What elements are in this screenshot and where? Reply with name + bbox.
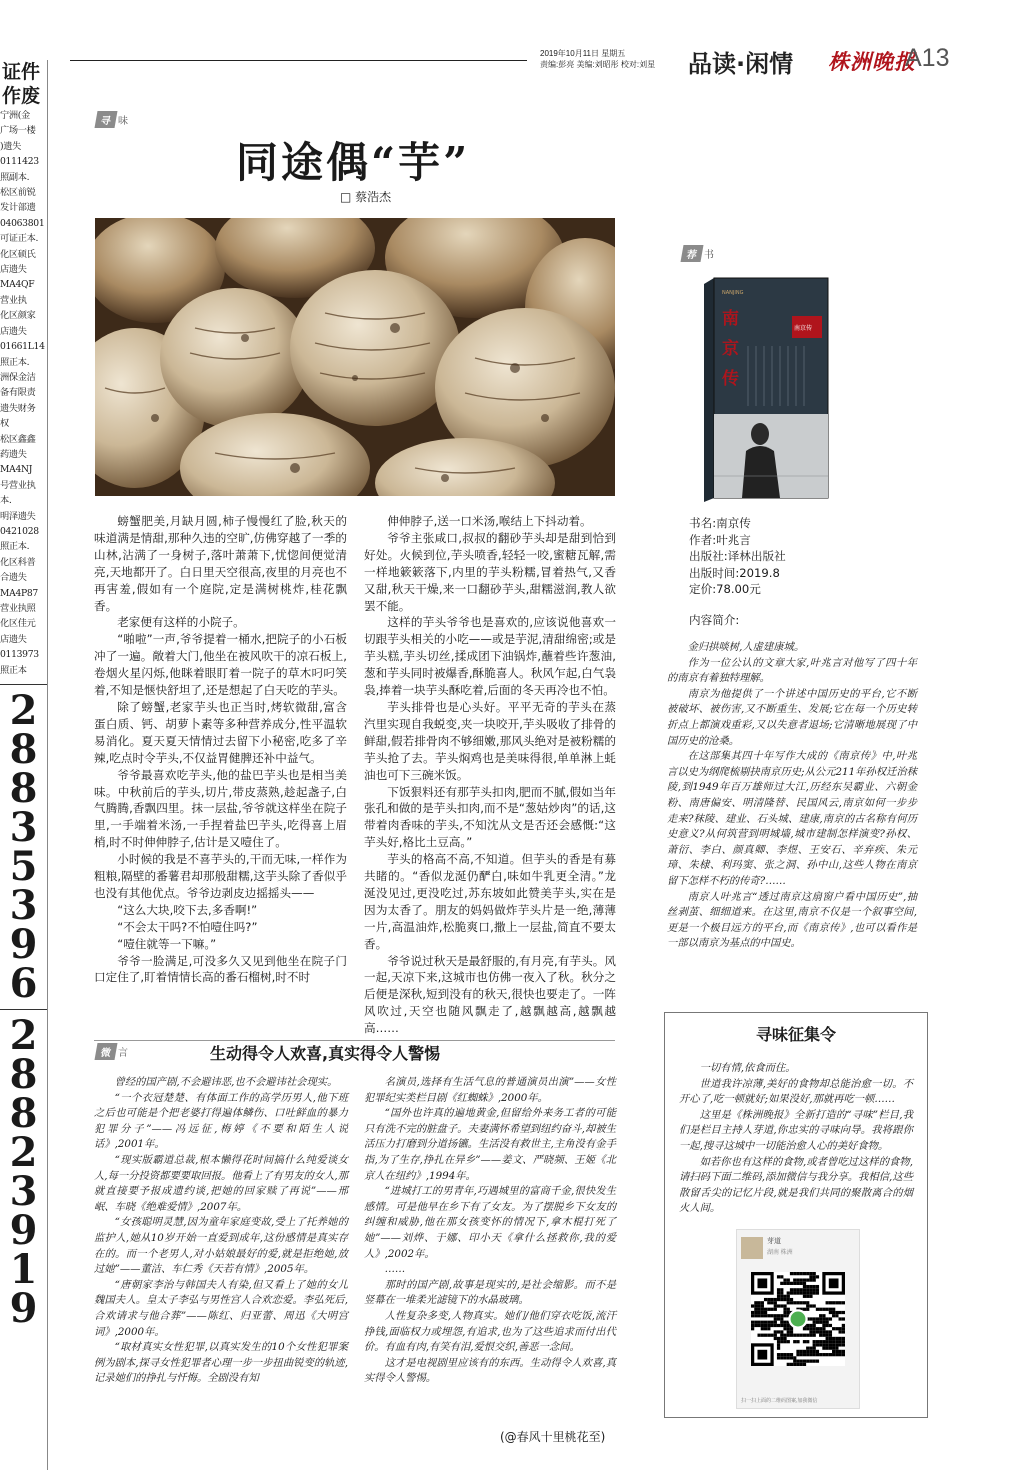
- article-column-2: [364, 513, 616, 1037]
- classified-line: 照正本.: [0, 541, 30, 553]
- classified-line: 备有限责: [0, 387, 36, 399]
- book-info: [689, 515, 959, 628]
- classified-heading: [2, 60, 47, 108]
- phone-digit: 2: [9, 1129, 38, 1177]
- phone-digit: 2: [9, 687, 38, 735]
- callbox-paragraph: 这里是《株洲晚报》全新打造的“寻味”栏目,我们是栏目主持人芽道,你忠实的寻味向导。我将跟你一起,搜寻这城中一切能治愈人心的美好食物。: [679, 1108, 913, 1152]
- classified-line: 本.: [0, 495, 12, 507]
- phone-digit: 9: [9, 921, 38, 969]
- classified-line: 松区鑫鑫: [0, 433, 36, 445]
- book-info-line: 作者:叶兆言: [689, 532, 751, 547]
- svg-text:传: 传: [722, 369, 739, 389]
- tag-badge: 寻: [95, 111, 118, 128]
- classified-line: 遗失财务: [0, 402, 36, 414]
- book-info-line: 出版社:译林出版社: [689, 549, 786, 563]
- classified-line: MA4P87: [0, 587, 38, 599]
- phone-digit: 8: [9, 765, 38, 813]
- classified-line: 合遗失: [0, 572, 27, 584]
- classified-line: 广场一楼: [0, 125, 36, 137]
- qr-code-icon[interactable]: [751, 1272, 845, 1366]
- review-column-1: [94, 1075, 348, 1387]
- qr-account-name: 芽道: [767, 1238, 781, 1245]
- svg-text:京: 京: [722, 339, 739, 359]
- tag-text: 味: [118, 116, 128, 127]
- book-intro-label: 内容简介:: [689, 612, 740, 627]
- book-cover: [700, 276, 830, 502]
- column-tag-weiyan: [96, 1043, 128, 1060]
- newspaper-logo: 株洲晚报: [828, 49, 916, 74]
- article-column-1: [94, 513, 347, 986]
- review-paragraph: 人性复杂多变,人物真实。她们/他们穿衣吃饭,流汗挣钱,面临权力或埋怨,有追求,也为了这些追求而付出代价。有血有肉,有笑有泪,爱恨交织,善恶一念间。: [364, 1309, 616, 1354]
- review-paragraph: “进城打工的男青年,巧遇城里的富商千金,很快发生感情。可是他早在乡下有了女友。为了摆脱乡下女友的纠缠和威胁,他在那女孩变怀的情况下,拿木棍打死了她”——刘烨、于娜、印小天《拿什么拯救你,我的爱人》,2002年。: [364, 1185, 616, 1260]
- book-desc-paragraph: 在这部集其四十年写作大成的《南京传》中,叶兆言以史为纲爬梳剔抉南京历史;从公元211年孙权迁治秣陵,到1949年百万雄师过大江,历经东吴霸业、六朝金粉、南唐偏安、明清隆替、民国风云,南京如何一步步走来?秣陵、建业、石头城、建康,南京的古名称有何历史意义?从何筑营到明城墙,城市建制怎样演变?孙权、萧衍、李白、颜真卿、李煜、王安石、辛弃疾、朱元璋、朱棣、利玛窦、张之洞、孙中山,这些人物在南京留下怎样不朽的传奇?……: [667, 750, 917, 887]
- issue-date: 2019年10月11日 星期五: [540, 49, 626, 58]
- article-paragraph: 伸伸脖子,送一口米汤,喉结上下抖动着。: [387, 514, 592, 528]
- classified-line: 洲保金洁: [0, 371, 36, 383]
- call-for-submissions-box: [664, 1012, 928, 1418]
- review-paragraph: 那时的国产剧,故事是现实的,是社会缩影。而不是竖幕在一堆柔光滤镜下的水晶玻璃。: [364, 1278, 616, 1307]
- review-paragraph: 名演员,选择有生活气息的普通演员出演”——女性犯罪纪实类栏目剧《红蜘蛛》,2000年。: [364, 1076, 616, 1104]
- classified-line: 0111423: [0, 156, 39, 168]
- classified-line: 权: [0, 418, 9, 430]
- header-meta: [540, 48, 685, 70]
- tag-badge: 微: [95, 1043, 118, 1060]
- review-paragraph: 这才是电视剧里应该有的东西。生动得令人欢喜,真实得令人警惕。: [364, 1356, 616, 1385]
- book-info-lines: [689, 515, 959, 598]
- phone-digit: 9: [9, 1207, 38, 1255]
- review-title: 生动得令人欢喜,真实得令人警惕: [210, 1044, 441, 1063]
- article-byline: □ 蔡浩杰: [340, 190, 392, 204]
- classified-line: 明泽遗失: [0, 510, 36, 522]
- book-desc-paragraph: 南京为他提供了一个讲述中国历史的平台,它不断被破坏、被伤害,又不断重生、发展;它在每一个历史转折点上都演戏重彩,又以失意者退场;它清晰地展现了中国历史的沧桑。: [667, 687, 917, 747]
- phone-number-2: [0, 1012, 47, 1333]
- classified-line: 店遗失: [0, 325, 27, 337]
- review-paragraph: “取材真实女性犯罪,以真实发生的10个女性犯罪案例为剧本,探寻女性犯罪者心理一步一步扭曲锐变的轨迹,记录她们的挣扎与忏悔。全剧没有知: [94, 1341, 348, 1385]
- divider: [0, 1009, 47, 1010]
- callbox-paragraph: 世道我许凉薄,美好的食物却总能治愈一切。不开心了,吃一顿就好;如果没好,那就再吃一顿……: [679, 1077, 913, 1106]
- article-paragraph: 除了螃蟹,老家芋头也正当时,烤软微甜,富含蛋白质、钙、胡萝卜素等多种营养成分,性平温软易消化。夏天夏天情情过去留下小秘密,吃多了辛辣,吃点时令芋头,不仅益胃健脾还补中益气。: [94, 699, 347, 765]
- phone-digit: 8: [9, 1051, 38, 1099]
- review-paragraph: ……: [384, 1263, 406, 1276]
- book-desc-paragraph: 南京人叶兆言“透过南京这扇窗户看中国历史”,抽丝剥茧、细细道来。在这里,南京不仅是一个叙事空间,更是一个极目远方的平台,而《南京传》,也可以看作是一部以南京为基点的中国史。: [667, 890, 917, 950]
- classified-line: 宁洲(金: [0, 110, 30, 121]
- classified-lines: [0, 108, 47, 678]
- classified-line: 店遗失: [0, 633, 27, 645]
- phone-digit: 8: [9, 726, 38, 774]
- classified-line: 照正本.: [0, 356, 30, 368]
- classified-line: 化区颜家: [0, 310, 36, 322]
- classified-line: 号营业执: [0, 479, 36, 491]
- article-paragraph: 螃蟹肥美,月缺月圆,柿子慢慢红了脸,秋天的味道满是情甜,那种久违的空旷,仿佛穿越了一季的山林,沾满了一身树子,落叶萧萧下,忧惚间便觉清亮,天地都开了。白日里天空很高,夜里的月亮也不再害羞,假如有一个庭院,定是满树桃炸,桂花飘香。: [94, 514, 347, 613]
- callbox-body: [679, 1061, 913, 1217]
- qr-account-region: 湖南 株洲: [767, 1250, 793, 1256]
- book-info-line: 定价:78.00元: [689, 582, 761, 596]
- article-paragraph: 爷爷最喜欢吃芋头,他的盐巴芋头也是相当美味。中秋前后的芋头,切片,带皮蒸熟,趁起盏子,白气腾腾,香飘四里。抹一层盐,爷爷就这样坐在院子里,一手端着米汤,一手捏着盐巴芋头,吃得喜上眉梢,时不时伸伸脖子,估计是又噎住了。: [94, 767, 347, 850]
- classified-heading-line: 作废: [2, 85, 41, 107]
- editors-line: 责编:彭亮 美编:刘昭彤 校对:刘星: [540, 60, 656, 69]
- classified-line: 0113973: [0, 649, 39, 661]
- classified-line: 药遗失: [0, 448, 27, 460]
- callbox-title: 寻味征集令: [755, 1025, 836, 1044]
- tag-text: 言: [118, 1048, 128, 1059]
- classified-ads-strip: [0, 60, 48, 1470]
- callbox-paragraph: 一切有情,依食而住。: [699, 1062, 796, 1074]
- article-paragraph: 芋头的格高不高,不知道。但芋头的香是有募共睹的。“香似龙涎仍酽白,味如牛乳更全清。”龙涎没见过,更没吃过,苏东坡如此赞美芋头,实在是因为太香了。朋友的妈妈做炸芋头片是一绝,薄薄一片,高温油炸,松脆爽口,撒上一层盐,简直不要太香。: [364, 852, 616, 951]
- qr-caption: 扫一扫上面的二维码图案,加我微信: [741, 1398, 818, 1404]
- review-paragraph: “一个衣冠楚楚、有体面工作的高学历男人,他下班之后也可能是个把老婆打得遍体鳞伤、口吐鲜血的暴力犯罪分子”——冯远征,梅婷《不要和陌生人说话》,2001年。: [94, 1091, 348, 1151]
- article-paragraph: 老家便有这样的小院子。: [117, 615, 245, 630]
- classified-line: 04063801: [0, 217, 45, 229]
- article-paragraph: “啪啦”一声,爷爷提着一桶水,把院子的小石板冲了一遍。敞着大门,他坐在被风吹干的凉石板上,卷烟火星闪烁,他眯着眼盯着一院子的草木叼叼笑着,不知是惬快舒坦了,还是想起了白天吃的芋头。: [94, 632, 347, 698]
- article-paragraph: 这样的芋头爷爷也是喜欢的,应该说他喜欢一切跟芋头相关的小吃——或是芋泥,清甜绵密;或是芋头糕,芋头切丝,揉成团下油锅炸,蘸着些许葱油,葱和芋头同时被爆香,酥脆喜人。秋风乍起,白气袅袅,捧着一块芋头酥吃着,后面的冬天再冷也不怕。: [364, 615, 616, 698]
- book-info-line: 出版时间:2019.8: [689, 565, 780, 580]
- phone-digit: 8: [9, 1090, 38, 1138]
- cover-title-zh: 南京传: [794, 325, 813, 332]
- review-column-2: [364, 1075, 616, 1387]
- classified-line: 照副本.: [0, 171, 30, 183]
- column-tag-jianshu: [682, 245, 714, 262]
- article-paragraph: 爷爷主张咸口,叔叔的翻砂芋头却是甜到恰到好处。火候到位,芋头喷香,轻轻一咬,蜜糖瓦解,需一样地簌簌落下,内里的芋头粉糯,冒着热气,又香又甜,秋天干燥,来一口翻砂芋头,甜糯滋润,教人欲罢不能。: [364, 530, 616, 613]
- classified-line: 营业执: [0, 294, 27, 306]
- classified-line: 松区前锐: [0, 187, 36, 199]
- classified-line: MA4QF: [0, 279, 35, 291]
- phone-digit: 2: [9, 1012, 38, 1060]
- classified-line: 化区科普: [0, 556, 36, 568]
- classified-line: 化区佳元: [0, 618, 36, 630]
- classified-line: 店遗失: [0, 264, 27, 276]
- header-rule: [70, 60, 527, 61]
- classified-line: 01661L14: [0, 341, 45, 353]
- phone-digit: 3: [9, 882, 38, 930]
- review-paragraph: 曾经的国产剧,不会避讳恶,也不会避讳社会现实。: [114, 1076, 338, 1088]
- classified-line: 0421028: [0, 525, 39, 537]
- book-desc-paragraph: 金归拱啖树,人虚建康城。: [687, 641, 805, 653]
- review-paragraph: “唐朝家李治与韩国夫人有染,但又看上了她的女儿魏国夫人。皇太子李弘与男性宫人合欢恋爱。李弘死后,合欢请求与他合葬”——陈红、归亚蕾、周迅《大明宫词》,2000年。: [94, 1278, 348, 1338]
- review-paragraph: “现实版霸道总裁,根本懒得花时间搞什么纯爱谈女人,每一分投资都要要取回报。他看上了有男友的女人,那就直接要予报成遗约谈,把她的回家赎了再说”——邢岷、车晓《绝难爱情》,2007年。: [94, 1153, 348, 1213]
- article-paragraph: 小时候的我是不喜芋头的,干而无味,一样作为粗粮,隔壁的番薯君却那般甜糯,这芋头除了香似乎也没有其他优点。爷爷边剥皮边摇摇头——: [94, 852, 347, 900]
- classified-line: )遗失: [0, 140, 22, 152]
- phone-digit: 6: [9, 960, 38, 1008]
- book-description: [667, 640, 917, 952]
- article-paragraph: 爷爷说过秋天是最舒服的,有月亮,有芋头。风一起,天凉下来,这城市也仿佛一夜入了秋。秋分之后便是深秋,短到没有的秋天,很快也要走了。一阵风吹过,天空也随风飘走了,越飘越高,越飘越高……: [364, 953, 616, 1036]
- book-info-line: 书名:南京传: [689, 516, 751, 530]
- classified-line: MA4NJ: [0, 464, 33, 476]
- column-tag-xunwei: [96, 111, 128, 128]
- section-name: 品读·闲情: [688, 50, 794, 78]
- tag-badge: 荐: [681, 245, 704, 262]
- svg-text:南: 南: [722, 309, 739, 329]
- classified-line: 营业执照: [0, 603, 36, 614]
- article-paragraph: 爷爷一脸满足,可没多久又见到他坐在院子门口定住了,盯着情情长高的番石榴树,时不时: [94, 953, 347, 985]
- callbox-paragraph: 如若你也有这样的食物,或者曾吃过这样的食物,请扫码下面二维码,添加微信与我分享。我相信,这些散留舌尖的记忆片段,就是我们共同的聚散离合的烟火人间。: [679, 1155, 913, 1215]
- phone-digit: 1: [9, 1246, 38, 1294]
- taro-photo: [95, 218, 615, 496]
- phone-number-1: [0, 687, 47, 1008]
- classified-line: 可证正本.: [0, 233, 39, 245]
- phone-digit: 3: [9, 1168, 38, 1216]
- phone-digit: 3: [9, 804, 38, 852]
- classified-line: 照正本: [0, 664, 27, 676]
- divider: [0, 684, 47, 685]
- article-paragraph: “噎住就等一下嘛。”: [117, 936, 217, 951]
- article-paragraph: 下饭狠料还有那芋头扣肉,肥而不腻,假如当年张孔和做的是芋头扣肉,而不是“葱姑炒肉”的话,这带着肉香味的芋头,不知沈从文是否还会感慨:“这芋头好,格比土豆高。”: [364, 784, 616, 850]
- page-number: A13: [905, 44, 950, 72]
- tag-text: 书: [704, 250, 714, 261]
- review-paragraph: “女孩聪明灵慧,因为童年家庭变故,受上了托养她的监护人,她从10岁开始一直爱到成年,这份感情是真实存在的。而一个老男人,对小姑娘最好的爱,就是拒绝她,放过她”——董洁、车仁秀《天若有情》,2005年。: [94, 1216, 348, 1276]
- classified-line: 发计部遗: [0, 202, 36, 214]
- avatar: [741, 1237, 763, 1259]
- classified-heading-line: 证件: [2, 61, 41, 83]
- review-author: (@春风十里桃花至): [500, 1430, 606, 1444]
- review-paragraph: “国外也许真的遍地黄金,但留给外来务工者的可能只有洗不完的脏盘子。夫妻满怀希望到纽约奋斗,却被生活压力打磨到分道扬镳。生活没有救世主,主角没有金手指,为了生存,挣扎在异乡”——姜文、严晓频、王姬《北京人在纽约》,1994年。: [364, 1107, 616, 1182]
- article-paragraph: 芋头排骨也是心头好。平平无奇的芋头在蒸汽里实现自我蜕变,夹一块咬开,芋头吸收了排骨的鲜甜,假若排骨肉不够细嫩,那风头绝对是被粉糯的芋头抢了去。芋头焖鸡也是美味得很,单单淋上蚝油也可下三碗米饭。: [364, 699, 616, 782]
- article-paragraph: “不会太干吗?不怕噎住吗?”: [117, 919, 258, 934]
- classified-line: 化区硕氏: [0, 248, 36, 260]
- phone-digit: 5: [9, 843, 38, 891]
- phone-digit: 9: [9, 1285, 38, 1333]
- article-paragraph: “这么大块,咬下去,多香啊!”: [117, 902, 258, 917]
- book-desc-paragraph: 作为一位公认的文章大家,叶兆言对他写了四十年的南京有着独特理解。: [667, 656, 917, 685]
- wechat-qr-card[interactable]: [736, 1229, 860, 1409]
- cover-title-en: NANJING: [722, 290, 744, 296]
- article-title: 同途偶“芋”: [236, 138, 471, 187]
